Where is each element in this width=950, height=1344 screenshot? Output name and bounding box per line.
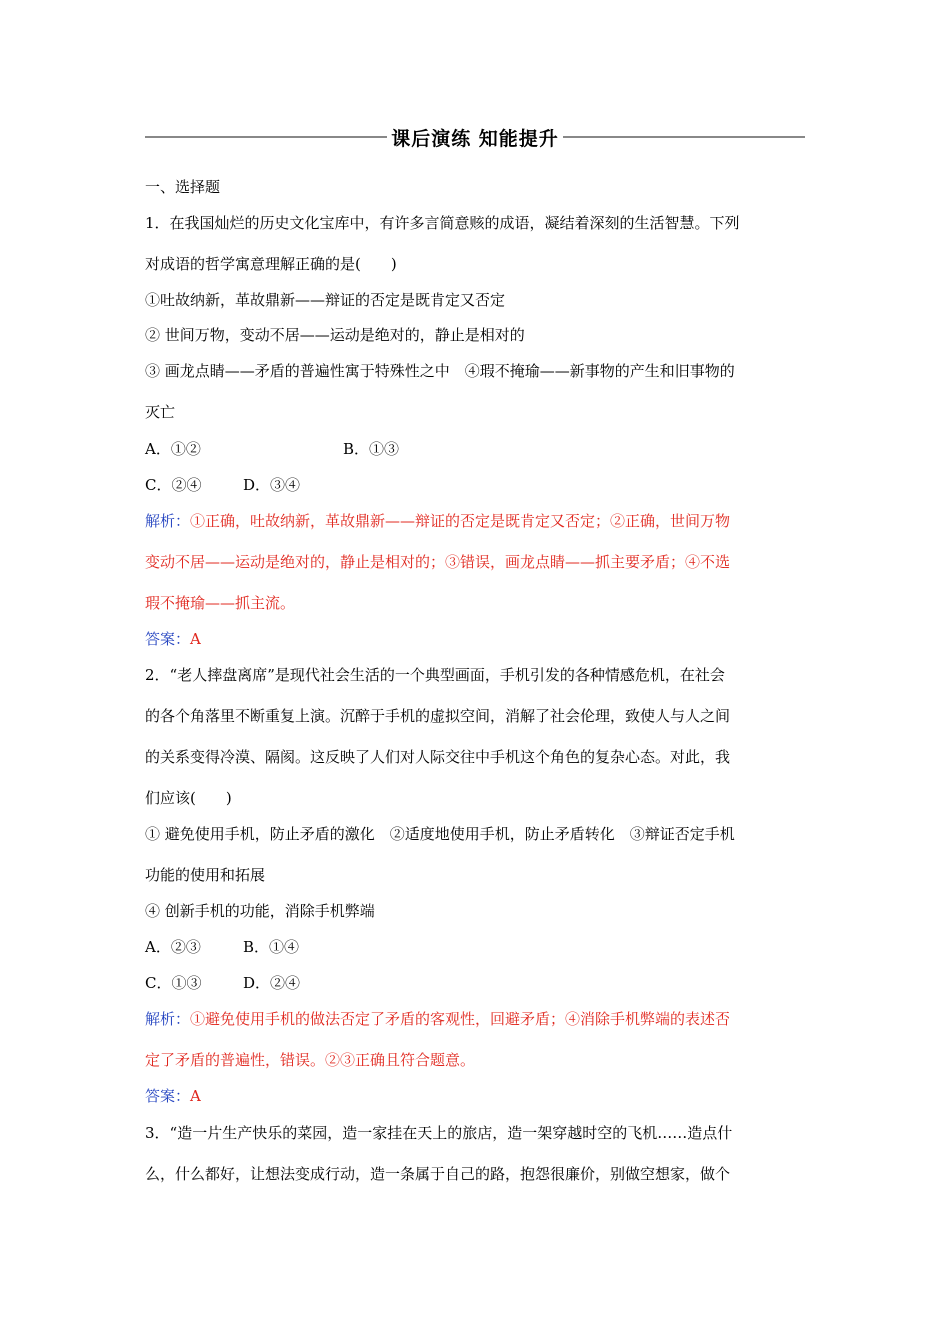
q1-stem-line1: 1．在我国灿烂的历史文化宝库中，有许多言简意赅的成语，凝结着深刻的生活智慧。下列 <box>145 214 740 232</box>
header-rule-left <box>145 136 387 138</box>
q2-analysis-line1 <box>145 1009 807 1029</box>
page-header <box>145 122 805 152</box>
q1-analysis-line2: 变动不居——运动是绝对的，静止是相对的；③错误，画龙点睛——抓主要矛盾；④不选 <box>145 553 731 571</box>
q2-choices-cd <box>145 973 807 993</box>
q2-choice-a: A．②③ <box>145 938 201 956</box>
q1-choice-c: C．②④ <box>145 476 202 494</box>
q1-choice-a: A．①② <box>145 440 201 458</box>
q2-choice-b: B．①④ <box>243 938 300 956</box>
q1-answer-label: 答案： <box>145 630 191 648</box>
q2-choice-d: D．②④ <box>243 974 301 992</box>
q2-answer-value: A <box>190 1087 201 1105</box>
q1-analysis-line3: 瑕不掩瑜——抓主流。 <box>145 594 296 612</box>
q1-choices-cd <box>145 475 807 495</box>
q2-option-1-line1: ① 避免使用手机，防止矛盾的激化 ②适度地使用手机，防止矛盾转化 ③辩证否定手机 <box>145 825 735 843</box>
q2-choices-ab <box>145 937 807 957</box>
q1-analysis-text1: ①正确，吐故纳新，革故鼎新——辩证的否定是既肯定又否定；②正确，世间万物 <box>190 512 731 530</box>
q1-answer <box>145 629 807 649</box>
q2-analysis-label: 解析： <box>145 1010 191 1028</box>
q2-choice-c: C．①③ <box>145 974 202 992</box>
q1-option-3-line1: ③ 画龙点睛——矛盾的普遍性寓于特殊性之中 ④瑕不掩瑜——新事物的产生和旧事物的 <box>145 362 735 380</box>
section-heading: 一、选择题 <box>145 178 221 196</box>
q1-answer-value: A <box>190 630 201 648</box>
q1-option-3-line2: 灭亡 <box>145 403 176 421</box>
q1-analysis-label: 解析： <box>145 512 191 530</box>
q1-stem-line2: 对成语的哲学寓意理解正确的是( ) <box>145 255 397 273</box>
page-title: 课后演练 知能提升 <box>391 127 559 150</box>
q2-option-1-line2: 功能的使用和拓展 <box>145 866 266 884</box>
q2-answer-label: 答案： <box>145 1087 191 1105</box>
header-rule-right <box>563 136 805 138</box>
q1-option-2: ② 世间万物，变动不居——运动是绝对的，静止是相对的 <box>145 326 525 344</box>
q2-analysis-line2: 定了矛盾的普遍性，错误。②③正确且符合题意。 <box>145 1051 476 1069</box>
q1-analysis-line1 <box>145 511 807 531</box>
q1-choice-d: D．③④ <box>243 476 301 494</box>
q3-stem-line2: 么，什么都好，让想法变成行动，造一条属于自己的路，抱怨很廉价，别做空想家，做个 <box>145 1165 731 1183</box>
q2-stem-line4: 们应该( ) <box>145 789 232 807</box>
q3-stem-line1: 3．“造一片生产快乐的菜园，造一家挂在天上的旅店，造一架穿越时空的飞机……造点什 <box>145 1124 733 1142</box>
q2-answer <box>145 1086 807 1106</box>
q2-stem-line1: 2．“老人摔盘离席”是现代社会生活的一个典型画面，手机引发的各种情感危机，在社会 <box>145 666 725 684</box>
q2-stem-line3: 的关系变得冷漠、隔阂。这反映了人们对人际交往中手机这个角色的复杂心态。对此，我 <box>145 748 731 766</box>
q1-choice-b: B．①③ <box>343 440 400 458</box>
q2-stem-line2: 的各个角落里不断重复上演。沉醉于手机的虚拟空间，消解了社会伦理，致使人与人之间 <box>145 707 731 725</box>
q2-option-4: ④ 创新手机的功能，消除手机弊端 <box>145 902 375 920</box>
q2-analysis-text1: ①避免使用手机的做法否定了矛盾的客观性，回避矛盾；④消除手机弊端的表述否 <box>190 1010 731 1028</box>
q1-option-1: ①吐故纳新，革故鼎新——辩证的否定是既肯定又否定 <box>145 291 506 309</box>
q1-choices-ab <box>145 439 807 459</box>
